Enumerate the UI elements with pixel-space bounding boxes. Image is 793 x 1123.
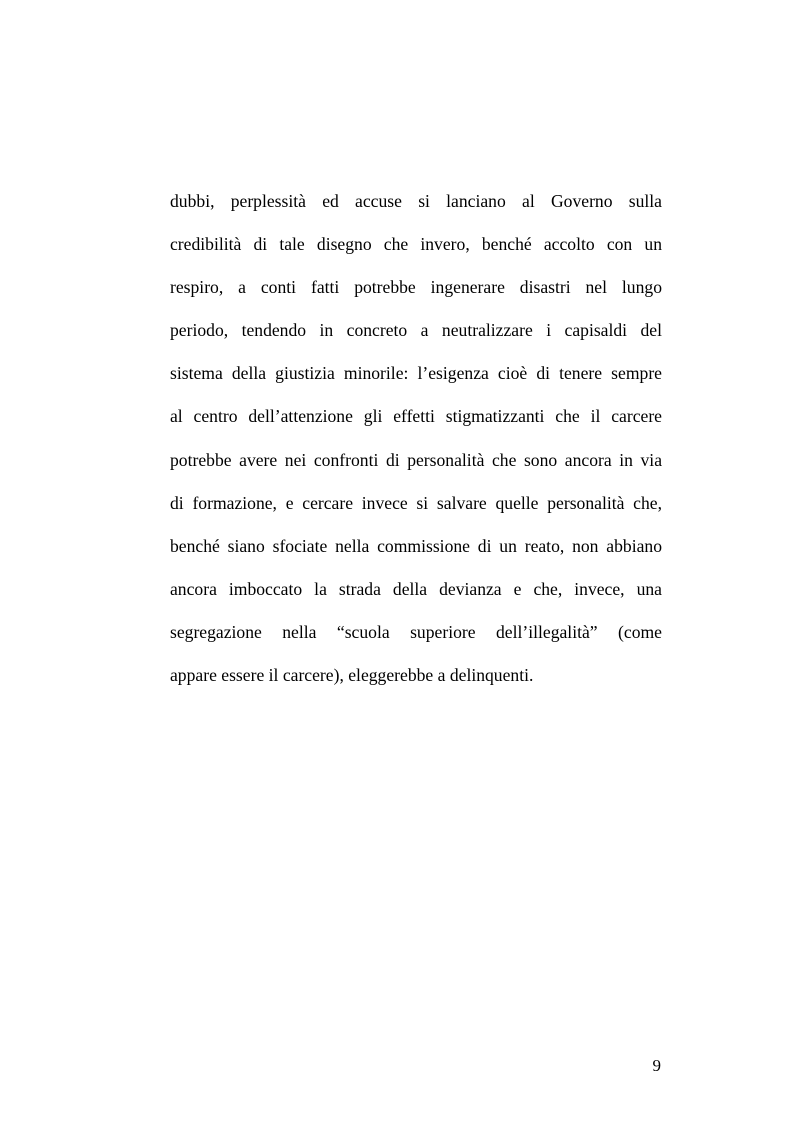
body-paragraph (170, 186, 662, 703)
text-line: benché siano sfociate nella commissione di un reato, non abbiano (170, 535, 662, 556)
text-line: ancora imboccato la strada della devianza e che, invece, una (170, 578, 662, 599)
text-line: sistema della giustizia minorile: l’esigenza cioè di tenere sempre (170, 363, 662, 384)
text-line: respiro, a conti fatti potrebbe ingenerare disastri nel lungo (170, 277, 662, 298)
text-line: dubbi, perplessità ed accuse si lanciano al Governo sulla (170, 191, 662, 211)
page-number: 9 (652, 1056, 661, 1075)
text-line: al centro dell’attenzione gli effetti stigmatizzanti che il carcere (170, 406, 662, 427)
text-line: appare essere il carcere), eleggerebbe a delinquenti. (170, 665, 534, 686)
text-line: potrebbe avere nei confronti di personalità che sono ancora in via (170, 449, 662, 470)
text-line: credibilità di tale disegno che invero, benché accolto con un (170, 234, 662, 255)
text-line: di formazione, e cercare invece si salvare quelle personalità che, (170, 492, 662, 513)
text-line: segregazione nella “scuola superiore dell’illegalità” (come (170, 621, 662, 642)
text-line: periodo, tendendo in concreto a neutralizzare i capisaldi del (170, 320, 662, 341)
